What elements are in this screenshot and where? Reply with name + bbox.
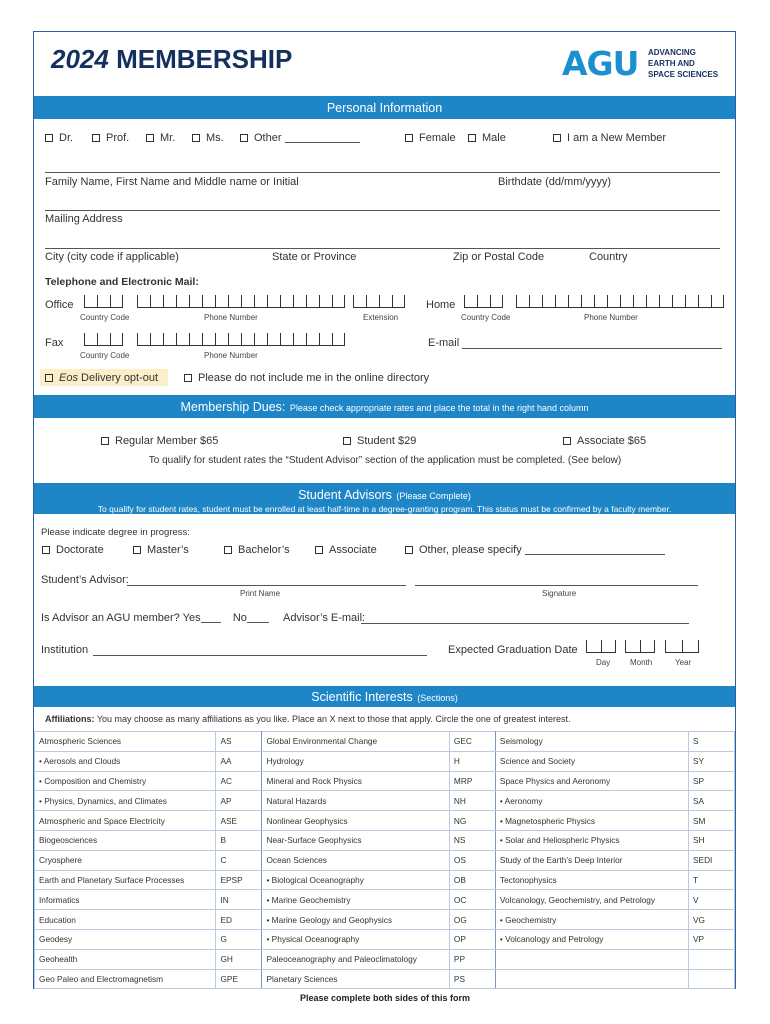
- interest-name[interactable]: Natural Hazards: [262, 791, 449, 811]
- interest-code[interactable]: OP: [449, 929, 495, 949]
- interest-name[interactable]: Study of the Earth’s Deep Interior: [495, 850, 688, 870]
- gender-female[interactable]: Female: [405, 132, 456, 144]
- office-label: Office: [45, 299, 74, 311]
- interest-name[interactable]: Near-Surface Geophysics: [262, 830, 449, 850]
- interest-name[interactable]: Science and Society: [495, 751, 688, 771]
- country-code-caption: Country Code: [80, 313, 130, 322]
- interest-row: [35, 811, 735, 831]
- fax-country-code-caption: Country Code: [80, 351, 130, 360]
- office-country-code-boxes[interactable]: [84, 295, 123, 308]
- checkbox[interactable]: [101, 437, 109, 445]
- interest-name[interactable]: Paleoceanography and Paleoclimatology: [262, 949, 449, 969]
- interest-name[interactable]: Earth and Planetary Surface Processes: [35, 870, 216, 890]
- affiliations-instructions: Affiliations: You may choose as many affiliations as you like. Place an X next to those that apply. Circle the one of greatest interest.: [45, 714, 571, 724]
- fax-country-code-boxes[interactable]: [84, 333, 123, 346]
- title-mr[interactable]: Mr.: [146, 132, 175, 144]
- interest-name[interactable]: Geohealth: [35, 949, 216, 969]
- advisor-label: Student’s Advisor:: [41, 574, 129, 586]
- checkbox[interactable]: [224, 546, 232, 554]
- title-prof[interactable]: Prof.: [92, 132, 129, 144]
- interest-name[interactable]: Atmospheric and Space Electricity: [35, 811, 216, 831]
- interests-table: [34, 731, 735, 989]
- scientific-interests-band: Scientific Interests (Sections): [34, 686, 735, 707]
- interest-code[interactable]: OG: [449, 910, 495, 930]
- mailing-line[interactable]: [45, 210, 720, 211]
- interest-code[interactable]: PP: [449, 949, 495, 969]
- interest-code[interactable]: AC: [216, 771, 262, 791]
- interest-code[interactable]: SH: [689, 830, 735, 850]
- degree-associate[interactable]: Associate: [315, 544, 377, 556]
- interest-code[interactable]: SP: [689, 771, 735, 791]
- city-label: City (city code if applicable): [45, 251, 179, 263]
- interest-row: [35, 850, 735, 870]
- telephone-heading: Telephone and Electronic Mail:: [45, 276, 199, 288]
- title-other[interactable]: Other: [240, 132, 360, 144]
- interest-code[interactable]: IN: [216, 890, 262, 910]
- interest-code[interactable]: VG: [689, 910, 735, 930]
- name-line[interactable]: [45, 172, 720, 173]
- interest-code[interactable]: AP: [216, 791, 262, 811]
- interest-code[interactable]: B: [216, 830, 262, 850]
- checkbox[interactable]: [405, 134, 413, 142]
- fax-phone-boxes[interactable]: [137, 333, 345, 346]
- membership-dues-band: Membership Dues: Please check appropriate rates and place the total in the right hand column: [34, 395, 735, 418]
- interest-name[interactable]: • Marine Geochemistry: [262, 890, 449, 910]
- student-option[interactable]: Student $29: [343, 435, 416, 447]
- checkbox[interactable]: [405, 546, 413, 554]
- regular-member-option[interactable]: Regular Member $65: [101, 435, 218, 447]
- interest-code[interactable]: NG: [449, 811, 495, 831]
- interest-code[interactable]: SEDI: [689, 850, 735, 870]
- interest-name[interactable]: • Magnetospheric Physics: [495, 811, 688, 831]
- birthdate-label: Birthdate (dd/mm/yyyy): [498, 176, 612, 188]
- extension-caption: Extension: [363, 313, 399, 322]
- institution-label: Institution: [41, 644, 89, 656]
- interest-row: [35, 870, 735, 890]
- checkbox[interactable]: [240, 134, 248, 142]
- advisor-email-line[interactable]: [361, 623, 689, 624]
- interest-name[interactable]: Space Physics and Aeronomy: [495, 771, 688, 791]
- page-title: 2024 MEMBERSHIP: [51, 44, 293, 74]
- interest-name[interactable]: • Aerosols and Clouds: [35, 751, 216, 771]
- fax-phone-number-caption: Phone Number: [204, 351, 258, 360]
- interest-code[interactable]: G: [216, 929, 262, 949]
- state-label: State or Province: [272, 251, 357, 263]
- day-caption: Day: [596, 658, 611, 667]
- interest-name[interactable]: Ocean Sciences: [262, 850, 449, 870]
- interest-code[interactable]: PS: [449, 969, 495, 989]
- interest-code[interactable]: T: [689, 870, 735, 890]
- interest-name[interactable]: Volcanology, Geochemistry, and Petrology: [495, 890, 688, 910]
- family-name-label: Family Name, First Name and Middle name or Initial: [45, 176, 299, 188]
- interest-row: [35, 751, 735, 771]
- home-country-code-boxes[interactable]: [464, 295, 503, 308]
- degree-other[interactable]: Other, please specify: [405, 544, 665, 556]
- degree-prompt: Please indicate degree in progress:: [41, 527, 190, 538]
- degree-masters[interactable]: Master’s: [133, 544, 189, 556]
- grad-month-boxes[interactable]: [625, 640, 655, 653]
- home-label: Home: [426, 299, 456, 311]
- phone-number-caption: Phone Number: [204, 313, 258, 322]
- interest-code[interactable]: SY: [689, 751, 735, 771]
- grad-year-boxes[interactable]: [665, 640, 699, 653]
- title-ms[interactable]: Ms.: [192, 132, 224, 144]
- degree-bachelors[interactable]: Bachelor’s: [224, 544, 290, 556]
- gender-male[interactable]: Male: [468, 132, 506, 144]
- interest-name[interactable]: • Geochemistry: [495, 910, 688, 930]
- interest-name[interactable]: [495, 949, 688, 969]
- interest-name[interactable]: Planetary Sciences: [262, 969, 449, 989]
- interest-code[interactable]: GEC: [449, 732, 495, 752]
- checkbox[interactable]: [184, 374, 192, 382]
- advisor-signature-line[interactable]: [415, 585, 698, 586]
- grad-day-boxes[interactable]: [586, 640, 616, 653]
- home-phone-boxes[interactable]: [516, 295, 724, 308]
- advisor-email-label: Advisor’s E-mail:: [283, 612, 366, 624]
- interest-code[interactable]: GH: [216, 949, 262, 969]
- zip-label: Zip or Postal Code: [453, 251, 545, 263]
- footer-note: Please complete both sides of this form: [299, 993, 471, 1003]
- interest-code[interactable]: SM: [689, 811, 735, 831]
- month-caption: Month: [630, 658, 653, 667]
- interest-row: [35, 890, 735, 910]
- interest-code[interactable]: NS: [449, 830, 495, 850]
- degree-doctorate[interactable]: Doctorate: [42, 544, 104, 556]
- checkbox[interactable]: [133, 546, 141, 554]
- interest-name[interactable]: Geo Paleo and Electromagnetism: [35, 969, 216, 989]
- interest-name[interactable]: Nonlinear Geophysics: [262, 811, 449, 831]
- city-line[interactable]: [45, 248, 720, 249]
- interest-row: [35, 969, 735, 989]
- interest-code[interactable]: MRP: [449, 771, 495, 791]
- interest-code[interactable]: NH: [449, 791, 495, 811]
- interest-row: [35, 949, 735, 969]
- country-label: Country: [589, 251, 628, 263]
- interest-name[interactable]: • Physics, Dynamics, and Climates: [35, 791, 216, 811]
- interest-name[interactable]: • Aeronomy: [495, 791, 688, 811]
- interest-name[interactable]: Biogeosciences: [35, 830, 216, 850]
- checkbox[interactable]: [92, 134, 100, 142]
- checkbox[interactable]: [343, 437, 351, 445]
- checkbox[interactable]: [146, 134, 154, 142]
- signature-caption: Signature: [542, 589, 577, 598]
- interest-row: [35, 732, 735, 752]
- interest-row: [35, 910, 735, 930]
- home-country-code-caption: Country Code: [461, 313, 511, 322]
- title-dr[interactable]: Dr.: [45, 132, 73, 144]
- interest-code[interactable]: [689, 949, 735, 969]
- interest-code[interactable]: S: [689, 732, 735, 752]
- interest-name[interactable]: Informatics: [35, 890, 216, 910]
- office-phone-boxes[interactable]: [137, 295, 345, 308]
- interest-name[interactable]: Education: [35, 910, 216, 930]
- interest-row: [35, 771, 735, 791]
- interest-code[interactable]: EPSP: [216, 870, 262, 890]
- office-extension-boxes[interactable]: [353, 295, 405, 308]
- interest-name[interactable]: • Volcanology and Petrology: [495, 929, 688, 949]
- interest-name[interactable]: Atmospheric Sciences: [35, 732, 216, 752]
- grad-date-label: Expected Graduation Date: [448, 644, 578, 656]
- new-member-option[interactable]: I am a New Member: [553, 132, 666, 144]
- checkbox[interactable]: [42, 546, 50, 554]
- personal-info-band: Personal Information: [34, 96, 735, 119]
- interest-code[interactable]: AA: [216, 751, 262, 771]
- home-phone-number-caption: Phone Number: [584, 313, 638, 322]
- mailing-label: Mailing Address: [45, 213, 123, 225]
- associate-option[interactable]: Associate $65: [563, 435, 646, 447]
- interest-name[interactable]: • Composition and Chemistry: [35, 771, 216, 791]
- interest-row: [35, 929, 735, 949]
- student-advisors-band: Student Advisors (Please Complete) To qualify for student rates, student must be enrolled at least half-time in a degree-granting program. This status must be confirmed by a faculty member.: [34, 483, 735, 514]
- interest-name[interactable]: • Marine Geology and Geophysics: [262, 910, 449, 930]
- institution-line[interactable]: [93, 655, 427, 656]
- email-line[interactable]: [462, 348, 722, 349]
- interest-name[interactable]: Tectonophysics: [495, 870, 688, 890]
- interest-name[interactable]: Geodesy: [35, 929, 216, 949]
- advisor-name-line[interactable]: [127, 585, 406, 586]
- interest-code[interactable]: ASE: [216, 811, 262, 831]
- interest-name[interactable]: • Biological Oceanography: [262, 870, 449, 890]
- interest-name[interactable]: Cryosphere: [35, 850, 216, 870]
- agu-logo: AGU ADVANCING EARTH AND SPACE SCIENCES: [562, 44, 719, 83]
- checkbox[interactable]: [468, 134, 476, 142]
- checkbox[interactable]: [45, 374, 53, 382]
- interest-code[interactable]: VP: [689, 929, 735, 949]
- interest-code[interactable]: AS: [216, 732, 262, 752]
- fax-label: Fax: [45, 337, 64, 349]
- interest-code[interactable]: C: [216, 850, 262, 870]
- interest-code[interactable]: OB: [449, 870, 495, 890]
- interest-row: [35, 830, 735, 850]
- interest-name[interactable]: Seismology: [495, 732, 688, 752]
- interest-code[interactable]: H: [449, 751, 495, 771]
- interest-code[interactable]: GPE: [216, 969, 262, 989]
- print-name-caption: Print Name: [240, 589, 281, 598]
- email-label: E-mail: [428, 337, 460, 349]
- checkbox[interactable]: [192, 134, 200, 142]
- interest-name[interactable]: Global Environmental Change: [262, 732, 449, 752]
- agu-member-question: Is Advisor an AGU member? Yes No: [41, 612, 269, 624]
- interest-code[interactable]: SA: [689, 791, 735, 811]
- interest-name[interactable]: Hydrology: [262, 751, 449, 771]
- interest-code[interactable]: ED: [216, 910, 262, 930]
- interest-code[interactable]: OS: [449, 850, 495, 870]
- interest-name[interactable]: • Physical Oceanography: [262, 929, 449, 949]
- checkbox[interactable]: [45, 134, 53, 142]
- year-caption: Year: [675, 658, 692, 667]
- interest-name[interactable]: Mineral and Rock Physics: [262, 771, 449, 791]
- interest-row: [35, 791, 735, 811]
- interest-name[interactable]: • Solar and Heliospheric Physics: [495, 830, 688, 850]
- no-directory-option[interactable]: Please do not include me in the online directory: [184, 372, 429, 384]
- checkbox[interactable]: [315, 546, 323, 554]
- interest-code[interactable]: OC: [449, 890, 495, 910]
- checkbox[interactable]: [553, 134, 561, 142]
- interest-code[interactable]: V: [689, 890, 735, 910]
- student-rate-note: To qualify for student rates the “Student Advisor” section of the application must be completed. (See below): [148, 455, 622, 466]
- eos-optout-option[interactable]: Eos Delivery opt-out: [45, 372, 158, 384]
- interest-code[interactable]: [689, 969, 735, 989]
- interest-name[interactable]: [495, 969, 688, 989]
- checkbox[interactable]: [563, 437, 571, 445]
